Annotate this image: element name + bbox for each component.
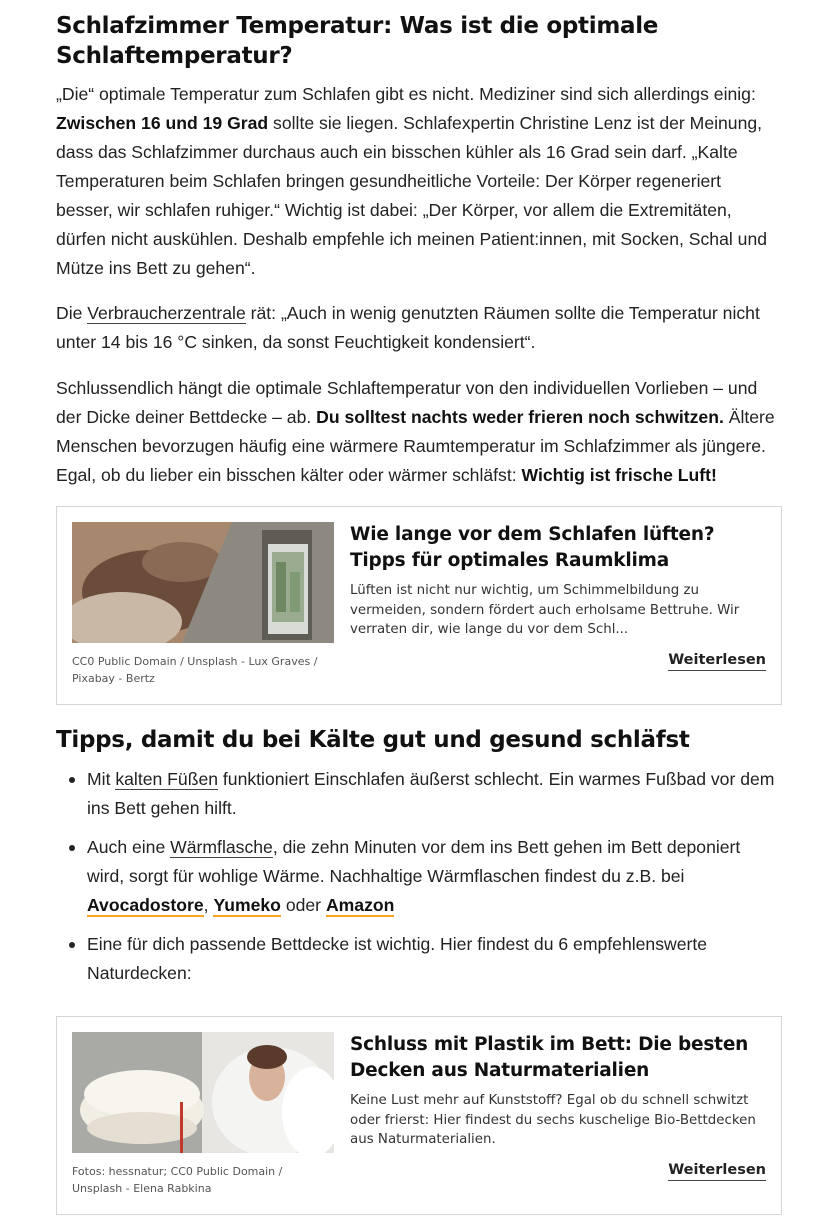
duvet-woman-pillow-image: [72, 1032, 334, 1153]
highlight-no-freezing: Du solltest nachts weder frieren noch schwitzen.: [316, 407, 724, 427]
link-amazon[interactable]: Amazon: [325, 895, 395, 915]
paragraph-text: „Die“ optimale Temperatur zum Schlafen gibt es nicht. Mediziner sind sich allerdings einig:: [56, 84, 756, 104]
section-heading-temperature: Schlafzimmer Temperatur: Was ist die optimale Schlaftemperatur?: [56, 13, 659, 69]
list-item: [56, 833, 782, 920]
card-description: Lüften ist nicht nur wichtig, um Schimmelbildung zu vermeiden, sondern fördert auch erholsame Bettruhe. Wir verraten dir, wie lange du vor dem Schl...: [350, 583, 740, 637]
list-item: [56, 930, 782, 988]
tip-text: Mit: [87, 769, 116, 789]
related-article-card-blankets[interactable]: [56, 1016, 782, 1215]
tip-text: Eine für dich passende Bettdecke ist wichtig. Hier findest du 6 empfehlenswerte Naturdecken:: [87, 934, 708, 983]
card-image-airing[interactable]: [72, 522, 334, 643]
list-item: [56, 765, 782, 823]
card-description: Keine Lust mehr auf Kunststoff? Egal ob du schnell schwitzt oder frierst: Hier findest du sechs kuschelige Bio-Bettdecken aus Naturmaterialien.: [350, 1093, 756, 1147]
tip-text: Auch eine: [87, 837, 171, 857]
paragraph-consumer-center: [56, 299, 782, 357]
card-image-blankets[interactable]: [72, 1032, 334, 1153]
section-heading-tips: Tipps, damit du bei Kälte gut und gesund schläfst: [56, 727, 690, 753]
image-credit: Fotos: hessnatur; CC0 Public Domain / Unsplash - Elena Rabkina: [72, 1165, 283, 1195]
related-article-card-airing[interactable]: [56, 506, 782, 705]
tip-text: funktioniert Einschlafen äußerst schlecht. Ein warmes Fußbad vor dem ins Bett gehen hilft.: [87, 769, 775, 818]
separator-text: ,: [203, 895, 214, 915]
conjunction-text: oder: [280, 895, 326, 915]
read-more-link[interactable]: Weiterlesen: [668, 1160, 766, 1181]
image-credit: CC0 Public Domain / Unsplash - Lux Graves / Pixabay - Bertz: [72, 655, 318, 685]
paragraph-optimal-temperature: [56, 80, 782, 283]
link-waermflasche[interactable]: Wärmflasche: [170, 837, 273, 857]
tips-list: [56, 765, 782, 998]
paragraph-text: Ältere Menschen bevorzugen häufig eine wärmere Raumtemperatur im Schlafzimmer als jüngere. Egal, ob du lieber ein bisschen kälter oder wärmer schläfst:: [56, 407, 775, 485]
paragraph-conclusion: [56, 374, 782, 490]
link-avocadostore[interactable]: Avocadostore: [87, 895, 204, 915]
read-more-link[interactable]: Weiterlesen: [668, 650, 766, 671]
paragraph-text: Schlussendlich hängt die optimale Schlaftemperatur von den individuellen Vorlieben – und der Dicke deiner Bettdecke – ab.: [56, 378, 758, 427]
card-title[interactable]: Schluss mit Plastik im Bett: Die besten Decken aus Naturmaterialien: [350, 1034, 749, 1081]
highlight-temperature-range: Zwischen 16 und 19 Grad: [56, 113, 269, 133]
tip-text: , die zehn Minuten vor dem ins Bett gehen im Bett deponiert wird, sorgt für wohlige Wärme. Nachhaltige Wärmflaschen findest du z.B. bei: [87, 837, 741, 886]
link-kalte-fuesse[interactable]: kalten Füßen: [115, 769, 219, 789]
card-title[interactable]: Wie lange vor dem Schlafen lüften? Tipps für optimales Raumklima: [350, 524, 715, 571]
paragraph-text: sollte sie liegen. Schlafexpertin Christine Lenz ist der Meinung, dass das Schlafzimmer durchaus auch ein bisschen kühler als 16 Grad sein darf. „Kalte Temperaturen beim Schlafen bringen gesundheitliche Vorteile: Der Körper regeneriert besser, wir schlafen ruhiger.“ Wichtig ist dabei: „Der Körper, vor allem die Extremitäten, dürfen nicht auskühlen. Deshalb empfehle ich meinen Patient:innen, mit Socken, Schal und Mütze ins Bett zu gehen“.: [56, 113, 768, 278]
sleeping-woman-window-image: [72, 522, 334, 643]
paragraph-text: Die: [56, 303, 88, 323]
paragraph-text: rät: „Auch in wenig genutzten Räumen sollte die Temperatur nicht unter 14 bis 16 °C sinken, da sonst Feuchtigkeit kondensiert“.: [56, 303, 760, 352]
highlight-fresh-air: Wichtig ist frische Luft!: [521, 465, 717, 485]
link-verbraucherzentrale[interactable]: Verbraucherzentrale: [87, 303, 246, 323]
link-yumeko[interactable]: Yumeko: [213, 895, 281, 915]
